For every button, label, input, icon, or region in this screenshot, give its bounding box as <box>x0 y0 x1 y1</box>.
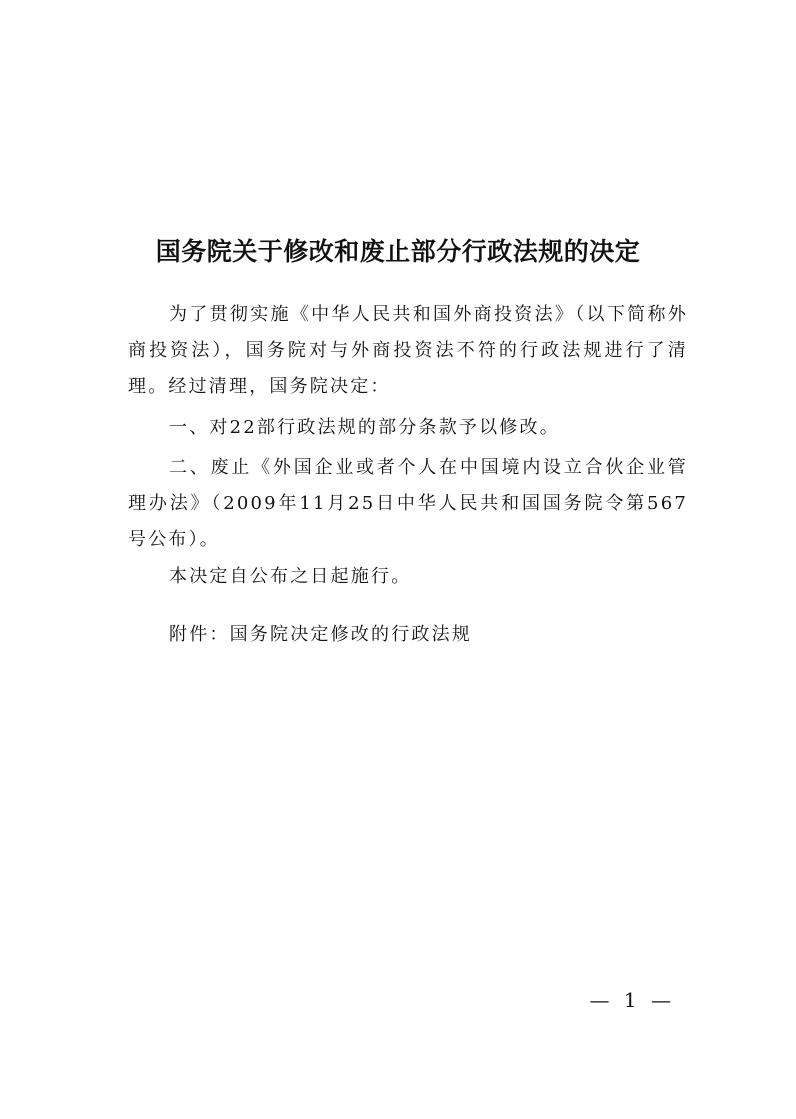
paragraph-attachment <box>128 617 688 653</box>
paragraph-text: 一、对22部行政法规的部分条款予以修改。 <box>169 417 560 438</box>
paragraph-text: 本决定自公布之日起施行。 <box>169 566 412 587</box>
paragraph-effective-date <box>128 559 688 595</box>
page-number: — 1 — <box>589 988 675 1012</box>
paragraph-item-one <box>128 410 688 446</box>
paragraph-text: 附件：国务院决定修改的行政法规 <box>169 624 472 645</box>
paragraph-purpose <box>128 297 688 405</box>
document-title: 国务院关于修改和废止部分行政法规的决定 <box>155 237 641 266</box>
paragraph-text: 二、废止《外国企业或者个人在中国境内设立合伙企业管理办法》（2009年11月25日中华人民共和国国务院令第567号公布）。 <box>128 457 688 550</box>
paragraph-text: 为了贯彻实施《中华人民共和国外商投资法》（以下简称外商投资法），国务院对与外商投资法不符的行政法规进行了清理。经过清理，国务院决定： <box>128 304 688 397</box>
paragraph-item-two <box>128 450 688 558</box>
